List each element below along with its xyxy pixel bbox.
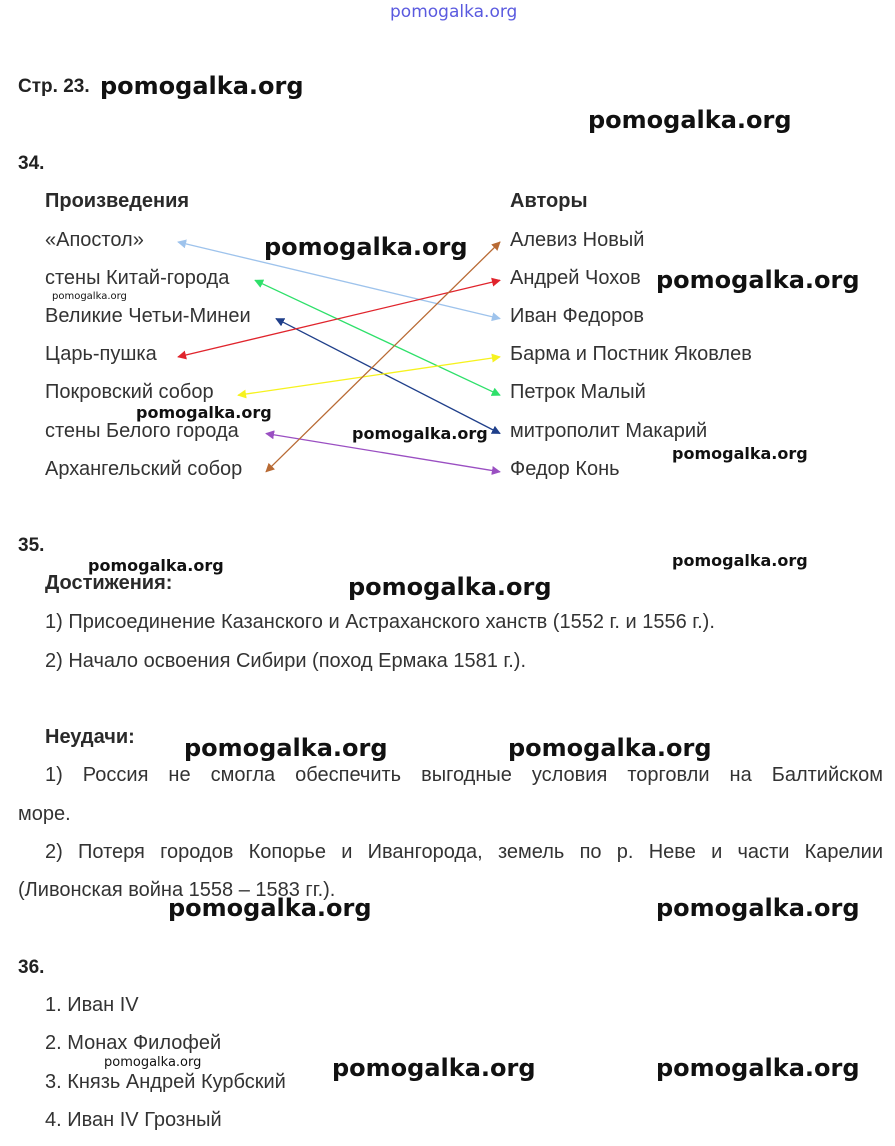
watermark: pomogalka.org xyxy=(656,894,860,922)
author-item: митрополит Макарий xyxy=(510,420,708,442)
author-item: Алевиз Новый xyxy=(510,229,645,251)
answer-item: 1. Иван IV xyxy=(45,994,139,1016)
answer-item: 2. Монах Филофей xyxy=(45,1032,222,1054)
watermark: pomogalka.org xyxy=(168,894,372,922)
work-item: «Апостол» xyxy=(45,229,144,251)
page-label: Стр. 23. xyxy=(18,76,90,97)
work-item: Архангельский собор xyxy=(45,458,243,480)
task-36-number: 36. xyxy=(18,957,45,978)
matching-arrow xyxy=(238,357,500,395)
failure-item-line: 2) Потеря городов Копорье и Ивангорода, земель по р. Неве и части Карелии xyxy=(45,841,883,863)
watermark: pomogalka.org xyxy=(508,734,712,762)
watermark: pomogalka.org xyxy=(588,106,792,134)
work-item: стены Белого города xyxy=(45,420,239,442)
watermark: pomogalka.org xyxy=(672,444,808,463)
work-item: Царь-пушка xyxy=(45,343,157,365)
author-item: Петрок Малый xyxy=(510,381,646,403)
watermark: pomogalka.org xyxy=(52,291,127,302)
watermark: pomogalka.org xyxy=(104,1055,202,1070)
work-item: стены Китай-города xyxy=(45,267,230,289)
failures-header: Неудачи: xyxy=(45,726,135,748)
author-item: Иван Федоров xyxy=(510,305,645,327)
watermark: pomogalka.org xyxy=(136,403,272,422)
matching-arrow xyxy=(276,319,500,434)
author-item: Барма и Постник Яковлев xyxy=(510,343,752,365)
watermark: pomogalka.org xyxy=(352,424,488,443)
task-35-number: 35. xyxy=(18,535,45,556)
watermark-top: pomogalka.org xyxy=(390,2,518,22)
matching-arrow xyxy=(178,280,500,357)
achievement-item: 1) Присоединение Казанского и Астраханского ханств (1552 г. и 1556 г.). xyxy=(45,611,715,633)
answer-item: 4. Иван IV Грозный xyxy=(45,1109,222,1131)
failure-item-line: море. xyxy=(18,803,71,825)
works-header: Произведения xyxy=(45,190,190,212)
watermark: pomogalka.org xyxy=(332,1054,536,1082)
task-34-number: 34. xyxy=(18,153,45,174)
matching-arrow xyxy=(255,280,500,395)
authors-header: Авторы xyxy=(510,190,588,212)
achievement-item: 2) Начало освоения Сибири (поход Ермака 1581 г.). xyxy=(45,650,527,672)
author-item: Федор Конь xyxy=(510,458,620,480)
failure-item-line: (Ливонская война 1558 – 1583 гг.). xyxy=(18,879,336,901)
watermark: pomogalka.org xyxy=(100,72,304,100)
answer-item: 3. Князь Андрей Курбский xyxy=(45,1071,286,1093)
watermark: pomogalka.org xyxy=(656,266,860,294)
watermark: pomogalka.org xyxy=(264,233,468,261)
watermark: pomogalka.org xyxy=(656,1054,860,1082)
failure-item-line: 1) Россия не смогла обеспечить выгодные условия торговли на Балтийском xyxy=(45,764,883,786)
achievements-header: Достижения: xyxy=(45,572,173,594)
watermark: pomogalka.org xyxy=(88,556,224,575)
author-item: Андрей Чохов xyxy=(510,267,641,289)
work-item: Великие Четьи-Минеи xyxy=(45,305,251,327)
watermark: pomogalka.org xyxy=(672,551,808,570)
watermark: pomogalka.org xyxy=(348,573,552,601)
watermark: pomogalka.org xyxy=(184,734,388,762)
work-item: Покровский собор xyxy=(45,381,214,403)
